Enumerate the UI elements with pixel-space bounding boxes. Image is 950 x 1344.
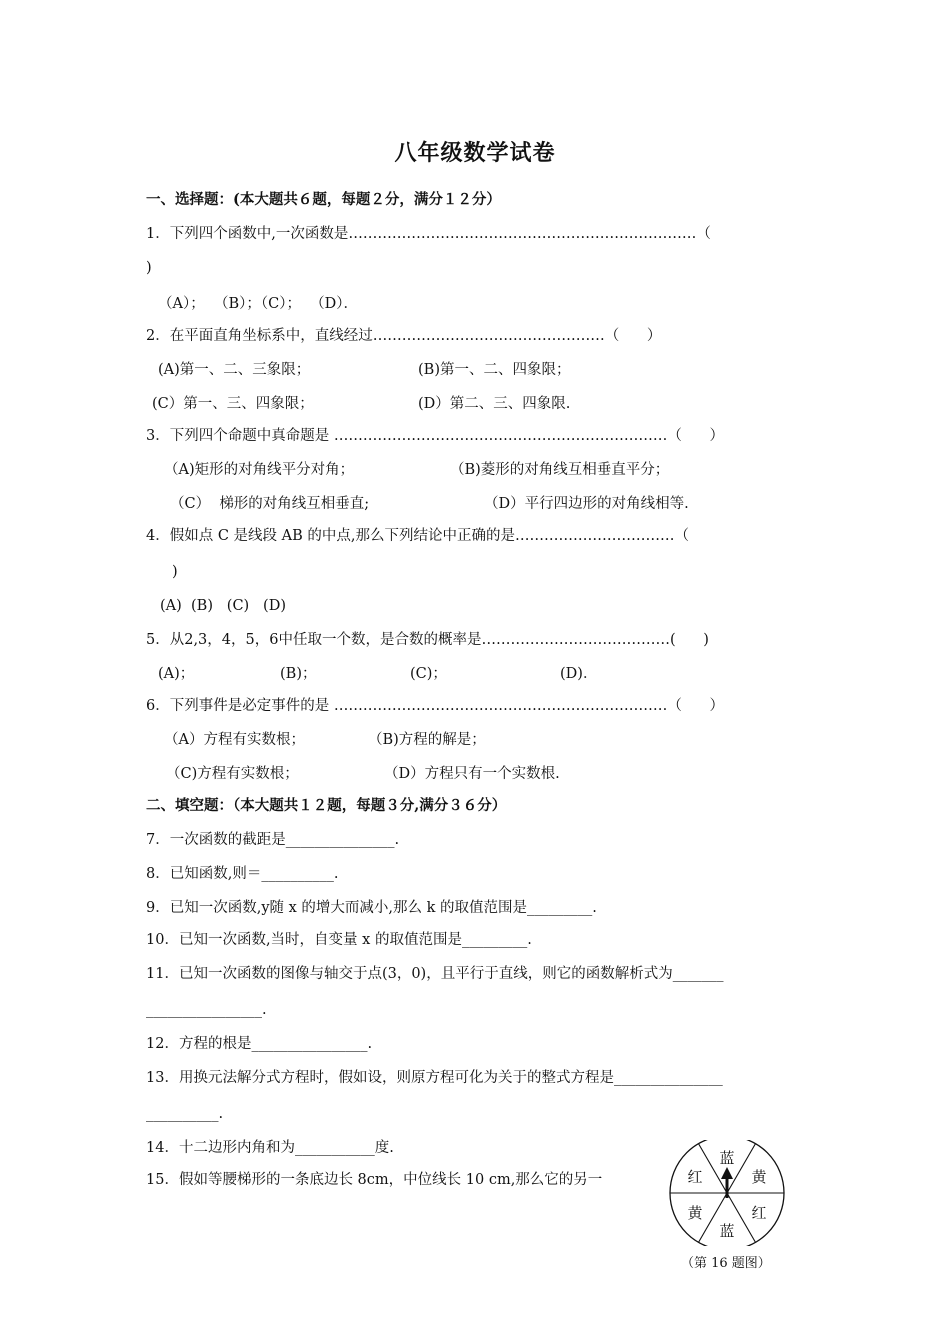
question-4-options: (A) (B) (C) (D) bbox=[160, 598, 286, 614]
sector-label: 红 bbox=[687, 1168, 703, 1186]
question-14: 14．十二边形内角和为___________度. bbox=[146, 1140, 394, 1156]
question-6-option-b: （B)方程的解是； bbox=[368, 732, 486, 748]
question-7: 7．一次函数的截距是_______________. bbox=[146, 832, 400, 848]
question-3: 3．下列四个命题中真命题是 ……………………………………………………………（ ） bbox=[146, 428, 724, 444]
question-2-option-b: (B)第一、二、四象限； bbox=[418, 362, 571, 378]
question-6: 6．下列事件是必定事件的是 ……………………………………………………………（ ） bbox=[146, 698, 724, 714]
figure-caption: （第 16 题图） bbox=[681, 1256, 771, 1271]
question-10: 10．已知一次函数,当时，自变量 x 的取值范围是_________. bbox=[146, 932, 532, 948]
question-5-option-c: (C)； bbox=[410, 666, 447, 682]
question-3-option-d: （D）平行四边形的对角线相等. bbox=[484, 496, 689, 512]
section2-heading: 二、填空题：（本大题共１２题，每题３分,满分３６分） bbox=[146, 797, 507, 814]
question-1-cont: ) bbox=[146, 260, 152, 276]
question-5-option-d: (D)． bbox=[560, 666, 598, 682]
question-2-option-d: (D）第二、三、四象限. bbox=[418, 396, 571, 412]
question-3-option-b: （B)菱形的对角线互相垂直平分； bbox=[450, 462, 670, 478]
question-6-option-a: （A）方程有实数根； bbox=[164, 732, 305, 748]
question-15: 15．假如等腰梯形的一条底边长 8cm，中位线长 10 cm,那么它的另一 bbox=[146, 1172, 603, 1188]
question-6-option-d: （D）方程只有一个实数根. bbox=[384, 766, 560, 782]
question-5-option-a: (A)； bbox=[158, 666, 195, 682]
question-2-option-c: (C）第一、三、四象限； bbox=[152, 396, 314, 412]
question-1: 1．下列四个函数中,一次函数是………………………………………………………………（ bbox=[146, 226, 711, 242]
question-1-options: （A）； （B）；（C）； （D）． bbox=[158, 296, 359, 312]
question-11: 11．已知一次函数的图像与轴交于点(3，0)，且平行于直线，则它的函数解析式为_______ bbox=[146, 966, 724, 982]
question-4: 4．假如点 C 是线段 AB 的中点,那么下列结论中正确的是……………………………（ bbox=[146, 528, 689, 544]
question-8: 8．已知函数,则＝__________. bbox=[146, 866, 339, 882]
question-11-cont: ________________. bbox=[146, 1002, 267, 1018]
sector-label: 红 bbox=[751, 1204, 767, 1222]
sector-label: 黄 bbox=[751, 1168, 767, 1186]
question-12: 12．方程的根是________________. bbox=[146, 1036, 373, 1052]
sector-label: 蓝 bbox=[719, 1222, 735, 1240]
question-6-option-c: （C)方程有实数根； bbox=[166, 766, 299, 782]
question-3-option-c: （C） 梯形的对角线互相垂直; bbox=[170, 496, 370, 512]
question-13: 13．用换元法解分式方程时，假如设，则原方程可化为关于的整式方程是_______________ bbox=[146, 1070, 723, 1086]
question-5-option-b: (B)； bbox=[280, 666, 317, 682]
spinner-figure bbox=[666, 1140, 788, 1246]
section1-heading: 一、选择题：(本大题共６题，每题２分，满分１２分） bbox=[146, 191, 501, 208]
question-9: 9．已知一次函数,y随 x 的增大而减小,那么 k 的取值范围是_________. bbox=[146, 900, 597, 916]
sector-label: 黄 bbox=[687, 1204, 703, 1222]
question-2: 2．在平面直角坐标系中，直线经过…………………………………………（ ） bbox=[146, 328, 662, 344]
sector-label: 蓝 bbox=[719, 1149, 735, 1167]
question-4-cont: ) bbox=[172, 564, 178, 580]
question-5: 5．从2,3，4，5，6中任取一个数，是合数的概率是…………………………………( ) bbox=[146, 632, 709, 648]
question-3-option-a: （A)矩形的对角线平分对角； bbox=[164, 462, 355, 478]
question-13-cont: __________. bbox=[146, 1106, 224, 1122]
page-title: 八年级数学试卷 bbox=[394, 140, 556, 166]
question-2-option-a: (A)第一、二、三象限； bbox=[158, 362, 311, 378]
